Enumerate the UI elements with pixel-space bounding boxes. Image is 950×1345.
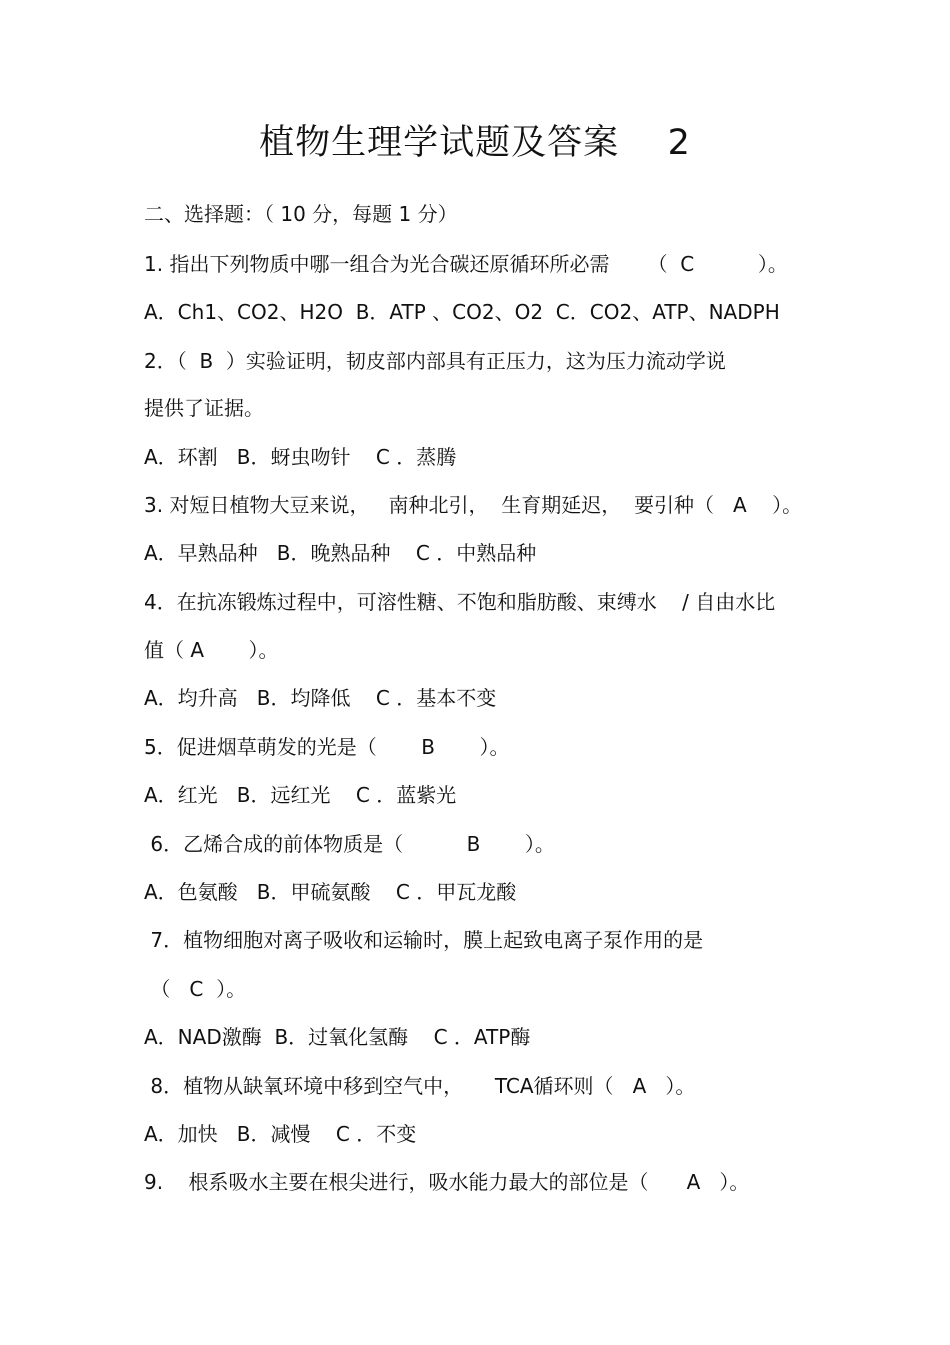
question-3-options: A．早熟品种 B．晚熟品种 C ．中熟品种: [144, 541, 537, 565]
question-8-options: A．加快 B．减慢 C ．不变: [144, 1122, 417, 1146]
question-7: 7．植物细胞对离子吸收和运输时，膜上起致电离子泵作用的是: [144, 928, 704, 952]
question-1: 1. 指出下列物质中哪一组合为光合碳还原循环所必需 （ C ）。: [144, 252, 788, 276]
question-3: 3. 对短日植物大豆来说， 南种北引， 生育期延迟， 要引种（ A ）。: [144, 493, 803, 517]
question-5-options: A．红光 B．远红光 C ．蓝紫光: [144, 783, 457, 807]
question-2-continued: 提供了证据。: [144, 396, 264, 420]
question-8: 8．植物从缺氧环境中移到空气中， TCA循环则（ A ）。: [144, 1074, 696, 1098]
question-4-options: A．均升高 B．均降低 C ．基本不变: [144, 686, 497, 710]
section-heading: 二、选择题：（ 10 分，每题 1 分）: [144, 202, 458, 226]
question-7-options: A．NAD激酶 B．过氧化氢酶 C ．ATP酶: [144, 1025, 531, 1049]
question-4: 4．在抗冻锻炼过程中，可溶性糖、不饱和脂肪酸、束缚水 / 自由水比: [144, 590, 776, 614]
question-2-options: A．环割 B．蚜虫吻针 C ．蒸腾: [144, 445, 457, 469]
document-title: 植物生理学试题及答案 2: [259, 123, 691, 163]
question-4-continued: 值（ A ）。: [144, 638, 279, 662]
question-6: 6．乙烯合成的前体物质是（ B ）。: [144, 832, 555, 856]
question-7-continued: （ C ）。: [144, 977, 247, 1001]
question-6-options: A．色氨酸 B．甲硫氨酸 C ．甲瓦龙酸: [144, 880, 517, 904]
question-2: 2．（ B ）实验证明，韧皮部内部具有正压力，这为压力流动学说: [144, 349, 726, 373]
question-5: 5．促进烟草萌发的光是（ B ）。: [144, 735, 510, 759]
question-1-options: A．Ch1、CO2、H2O B．ATP 、CO2、O2 C．CO2、ATP、NADPH: [144, 300, 780, 324]
question-9: 9. 根系吸水主要在根尖进行，吸水能力最大的部位是（ A ）。: [144, 1170, 750, 1194]
